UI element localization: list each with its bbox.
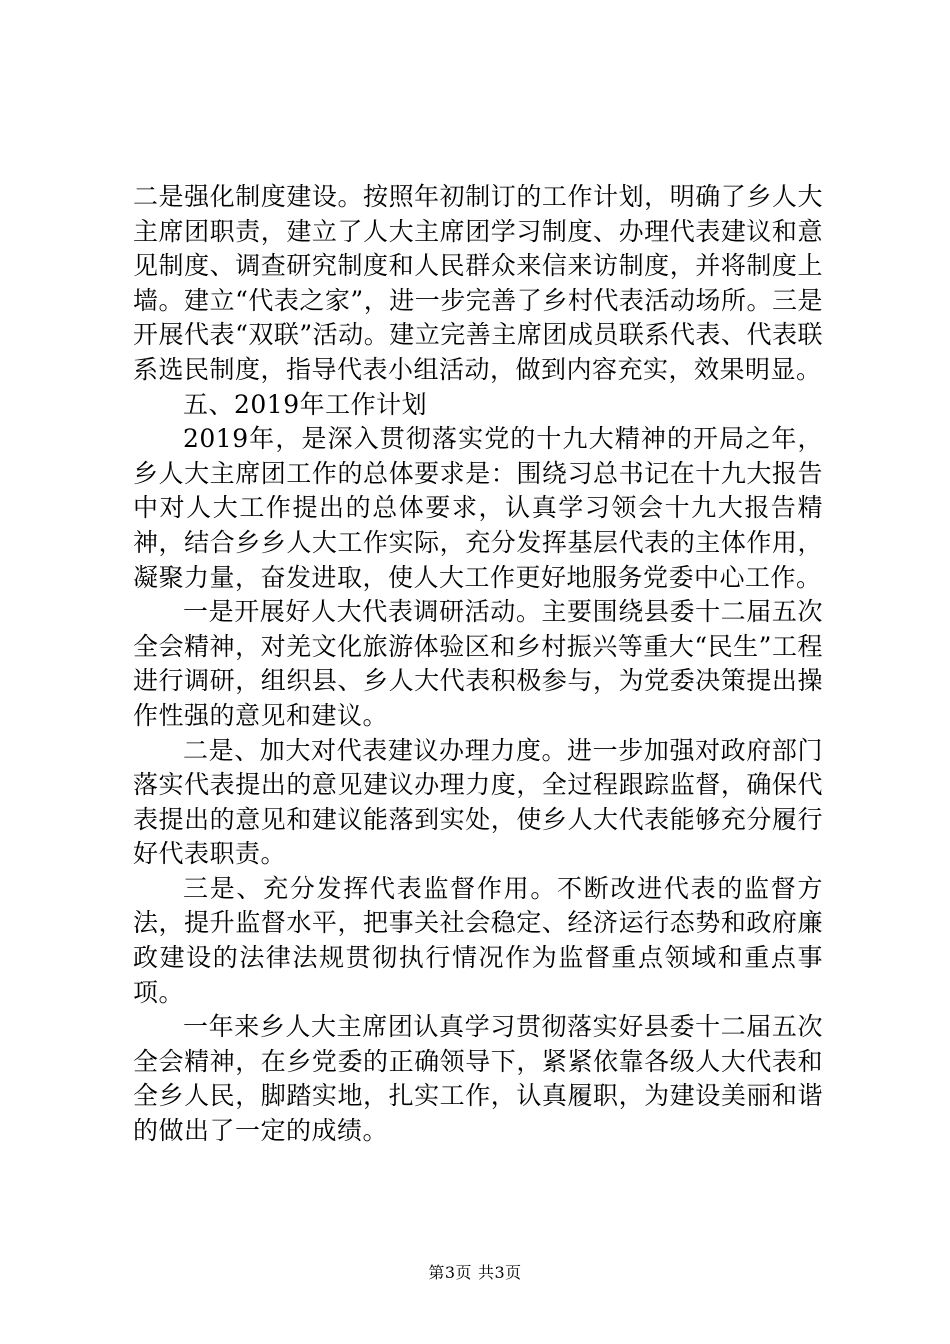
paragraph-overall-requirements: 2019年，是深入贯彻落实党的十九大精神的开局之年，乡人大主席团工作的总体要求是：围绕习总书记在十九大报告中对人大工作提出的总体要求，认真学习领会十九大报告精神，结合乡乡人大工作实际，充分发挥基层代表的主体作用，凝聚力量，奋发进取，使人大工作更好地服务党委中心工作。 [133,424,823,592]
section-heading-work-plan: 五、2019年工作计划 [183,389,428,419]
document-body [133,180,823,1149]
paragraph-conclusion: 一年来乡人大主席团认真学习贯彻落实好县委十二届五次全会精神，在乡党委的正确领导下，紧紧依靠各级人大代表和全乡人民，脚踏实地，扎实工作，认真履职，为建设美丽和谐的做出了一定的成绩。 [133,1012,823,1146]
paragraph-system-building: 二是强化制度建设。按照年初制订的工作计划，明确了乡人大主席团职责，建立了人大主席团学习制度、办理代表建议和意见制度、调查研究制度和人民群众来信来访制度，并将制度上墙。建立“代表之家”，进一步完善了乡村代表活动场所。三是开展代表“双联”活动。建立完善主席团成员联系代表、代表联系选民制度，指导代表小组活动，做到内容充实，效果明显。 [133,182,823,384]
page-number: 第3页 [428,1263,472,1282]
page-total: 共3页 [478,1263,522,1282]
paragraph-suggestion-handling: 二是、加大对代表建议办理力度。进一步加强对政府部门落实代表提出的意见建议办理力度，全过程跟踪监督，确保代表提出的意见和建议能落到实处，使乡人大代表能够充分履行好代表职责。 [133,735,823,869]
page-footer [0,1263,950,1283]
paragraph-supervision-role: 三是、充分发挥代表监督作用。不断改进代表的监督方法，提升监督水平，把事关社会稳定、经济运行态势和政府廉政建设的法律法规贯彻执行情况作为监督重点领域和重点事项。 [133,873,823,1007]
paragraph-research-activities: 一是开展好人大代表调研活动。主要围绕县委十二届五次全会精神，对羌文化旅游体验区和乡村振兴等重大“民生”工程进行调研，组织县、乡人大代表积极参与，为党委决策提出操作性强的意见和建议。 [133,597,823,730]
